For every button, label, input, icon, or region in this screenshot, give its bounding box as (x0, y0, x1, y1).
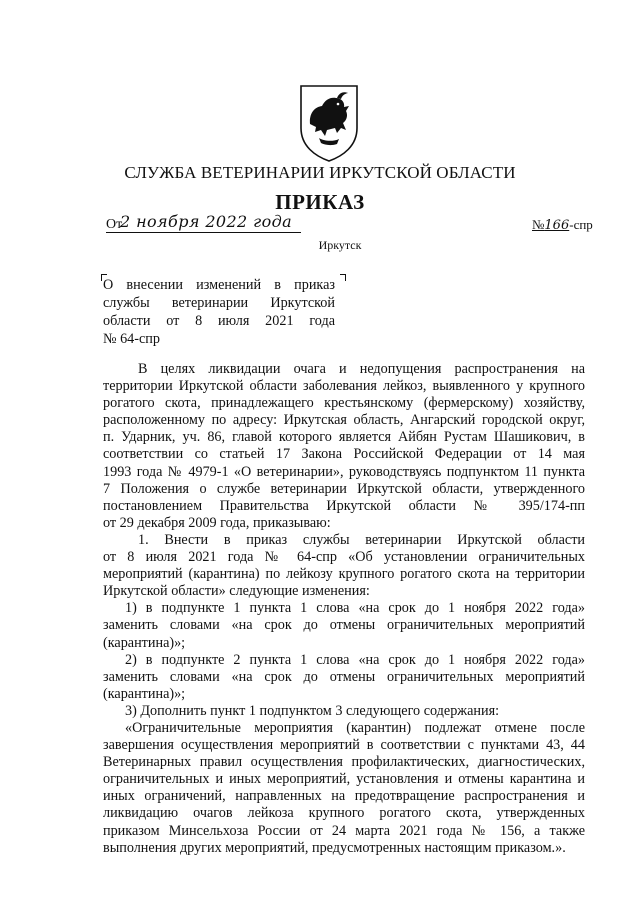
order-body (103, 361, 585, 857)
handwritten-date: 2 ноября 2022 года (120, 212, 293, 231)
body-line: Ветеринарных правил осуществления профилактических, диагностических, (103, 754, 585, 771)
body-line: выполнения других мероприятий, предусмотренных настоящим приказом.». (103, 839, 566, 856)
body-line: соответствии со статьей 17 Закона Российской Федерации от 14 мая (103, 446, 585, 463)
body-line: В целях ликвидации очага и недопущения распространения на (138, 361, 585, 377)
body-line: 7 Положения о службе ветеринарии Иркутской области, утвержденного (103, 480, 585, 497)
order-subject (103, 276, 335, 348)
body-line: от 29 декабря 2009 года, приказываю: (103, 514, 331, 531)
city-line (0, 238, 640, 253)
body-line: (карантина)»; (103, 685, 186, 702)
subject-line: № 64-спр (103, 331, 160, 347)
body-line: ликвидацию очагов лейкоза крупного рогатого скота, утвержденных (103, 805, 585, 822)
body-line: 1. Внести в приказ службы ветеринарии Иркутской области (138, 531, 585, 548)
subject-bracket-right (340, 274, 346, 281)
body-line: 1993 года № 4979-1 «О ветеринарии», руководствуясь подпунктом 11 пункта (103, 463, 585, 480)
body-line: 2) в подпункте 2 пункта 1 слова «на срок до 1 ноября 2022 года» (125, 651, 585, 668)
body-line: мероприятий (карантина) по лейкозу крупного рогатого скота на территории (103, 566, 585, 583)
date-prefix: От (106, 217, 123, 232)
body-line: 3) Дополнить пункт 1 подпунктом 3 следующего содержания: (125, 702, 500, 719)
subject-line: области от 8 июля 2021 года (103, 313, 335, 329)
body-line: Иркутской области» следующие изменения: (103, 583, 370, 600)
subject-line: службы ветеринарии Иркутской (103, 295, 335, 311)
body-line: постановлением Правительства Иркутской области № 395/174-пп (103, 497, 585, 514)
date-underline (106, 232, 301, 233)
body-line: расположенному по адресу: Иркутская область, Ангарский городской округ, (103, 412, 585, 429)
body-line: заменить словами «на срок до отмены ограничительных мероприятий (103, 668, 585, 685)
body-line: завершения осуществления мероприятий в соответствии с пунктами 43, 44 (103, 737, 585, 754)
body-line: «Ограничительные мероприятия (карантин) подлежат отмене после (125, 719, 585, 736)
agency-name: СЛУЖБА ВЕТЕРИНАРИИ ИРКУТСКОЙ ОБЛАСТИ (124, 163, 516, 182)
order-number (532, 217, 593, 233)
document-type-title: ПРИКАЗ (275, 190, 365, 214)
date-line (106, 214, 301, 236)
body-line: рогатого скота, принадлежащего крестьянскому (фермерскому) хозяйству, (103, 395, 585, 412)
subject-line: О внесении изменений в приказ (103, 277, 335, 293)
body-line: от 8 июля 2021 года № 64-спр «Об установлении ограничительных (103, 549, 585, 566)
body-line: территории Иркутской области заболевания лейкоз, выявленного у крупного (103, 378, 585, 395)
body-line: заменить словами «на срок до отмены ограничительных мероприятий (103, 617, 585, 634)
body-line: п. Ударник, уч. 86, главой которого является Айбян Рустам Шашикович, в (103, 429, 585, 446)
city-name: Иркутск (318, 238, 362, 252)
body-line: (карантина)»; (103, 634, 186, 651)
number-sign: № (532, 217, 545, 232)
coat-of-arms-emblem (297, 84, 361, 162)
number-suffix: -спр (569, 217, 593, 232)
body-line: приказом Минсельхоза России от 24 марта 2021 года № 156, а также (103, 822, 585, 839)
handwritten-number: 166 (544, 218, 570, 233)
body-line: иных ограничений, направленных на предотвращение распространения и (103, 788, 585, 805)
body-line: 1) в подпункте 1 пункта 1 слова «на срок до 1 ноября 2022 года» (125, 600, 585, 617)
body-line: ограничительных и иных мероприятий, установления и отмены карантина и (103, 771, 585, 788)
